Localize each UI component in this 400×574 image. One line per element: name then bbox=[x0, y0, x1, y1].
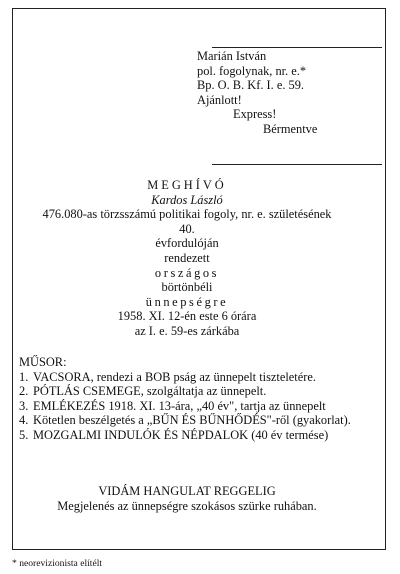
program-item-number: 2. bbox=[19, 384, 29, 399]
program-item-number: 5. bbox=[19, 427, 29, 442]
invitation-date: 1958. XI. 12-én este 6 órára bbox=[117, 309, 257, 324]
program-item bbox=[19, 384, 371, 399]
host-name: Kardos László bbox=[151, 192, 223, 207]
closing-headline: VIDÁM HANGULAT REGGELIG bbox=[98, 484, 276, 498]
program-item-text: PÓTLÁS CSEMEGE, szolgáltatja az ünnepelt. bbox=[33, 384, 267, 399]
program-item bbox=[19, 413, 371, 428]
program-item-text: MOZGALMI INDULÓK ÉS NÉPDALOK (40 év termése) bbox=[33, 427, 329, 442]
program-item bbox=[19, 428, 371, 443]
dress-code-note: Megjelenés az ünnepségre szokásos szürke ruhában. bbox=[57, 498, 317, 513]
address-postage: Bérmentve bbox=[263, 121, 318, 136]
address-bottom-rule bbox=[212, 164, 382, 165]
address-block bbox=[197, 49, 372, 137]
address-status: pol. fogolynak, nr. e.* bbox=[197, 63, 307, 78]
invitation-line: évfordulóján bbox=[155, 236, 219, 251]
invitation-title: MEGHÍVÓ bbox=[147, 178, 227, 192]
program-section bbox=[19, 355, 371, 443]
address-location: Bp. O. B. Kf. I. e. 59. bbox=[197, 78, 305, 93]
invitation-line: rendezett bbox=[164, 250, 210, 265]
program-item-number: 1. bbox=[19, 369, 29, 384]
invitation-line: országos bbox=[154, 265, 220, 280]
program-item-text: Kötetlen beszélgetés a „BŰN ÉS BŰNHŐDÉS"-ről (gyakorlat). bbox=[33, 413, 351, 428]
program-item-number: 3. bbox=[19, 398, 29, 413]
invitation-line: 40. bbox=[179, 221, 195, 236]
footnote: * neorevizionista elítélt bbox=[12, 558, 103, 569]
address-top-rule bbox=[212, 47, 382, 48]
address-registered: Ajánlott! bbox=[197, 92, 242, 107]
program-heading: MŰSOR: bbox=[19, 355, 67, 369]
invitation-place: az I. e. 59-es zárkába bbox=[134, 323, 240, 338]
address-express: Express! bbox=[233, 107, 277, 122]
invitation-body bbox=[12, 178, 362, 339]
program-item-number: 4. bbox=[19, 413, 29, 428]
program-item-text: VACSORA, rendezi a BOB pság az ünnepelt tiszteletére. bbox=[33, 369, 316, 384]
closing-block bbox=[12, 484, 362, 513]
program-item bbox=[19, 399, 371, 414]
program-item bbox=[19, 370, 371, 385]
invitation-line: 476.080-as törzsszámú politikai fogoly, nr. e. születésének bbox=[42, 207, 332, 222]
program-item-text: EMLÉKEZÉS 1918. XI. 13-ára, „40 év", tartja az ünnepelt bbox=[33, 398, 326, 413]
invitation-line: börtönbéli bbox=[161, 280, 213, 295]
invitation-line: ünnepségre bbox=[145, 294, 229, 309]
address-name: Marián István bbox=[197, 49, 267, 63]
